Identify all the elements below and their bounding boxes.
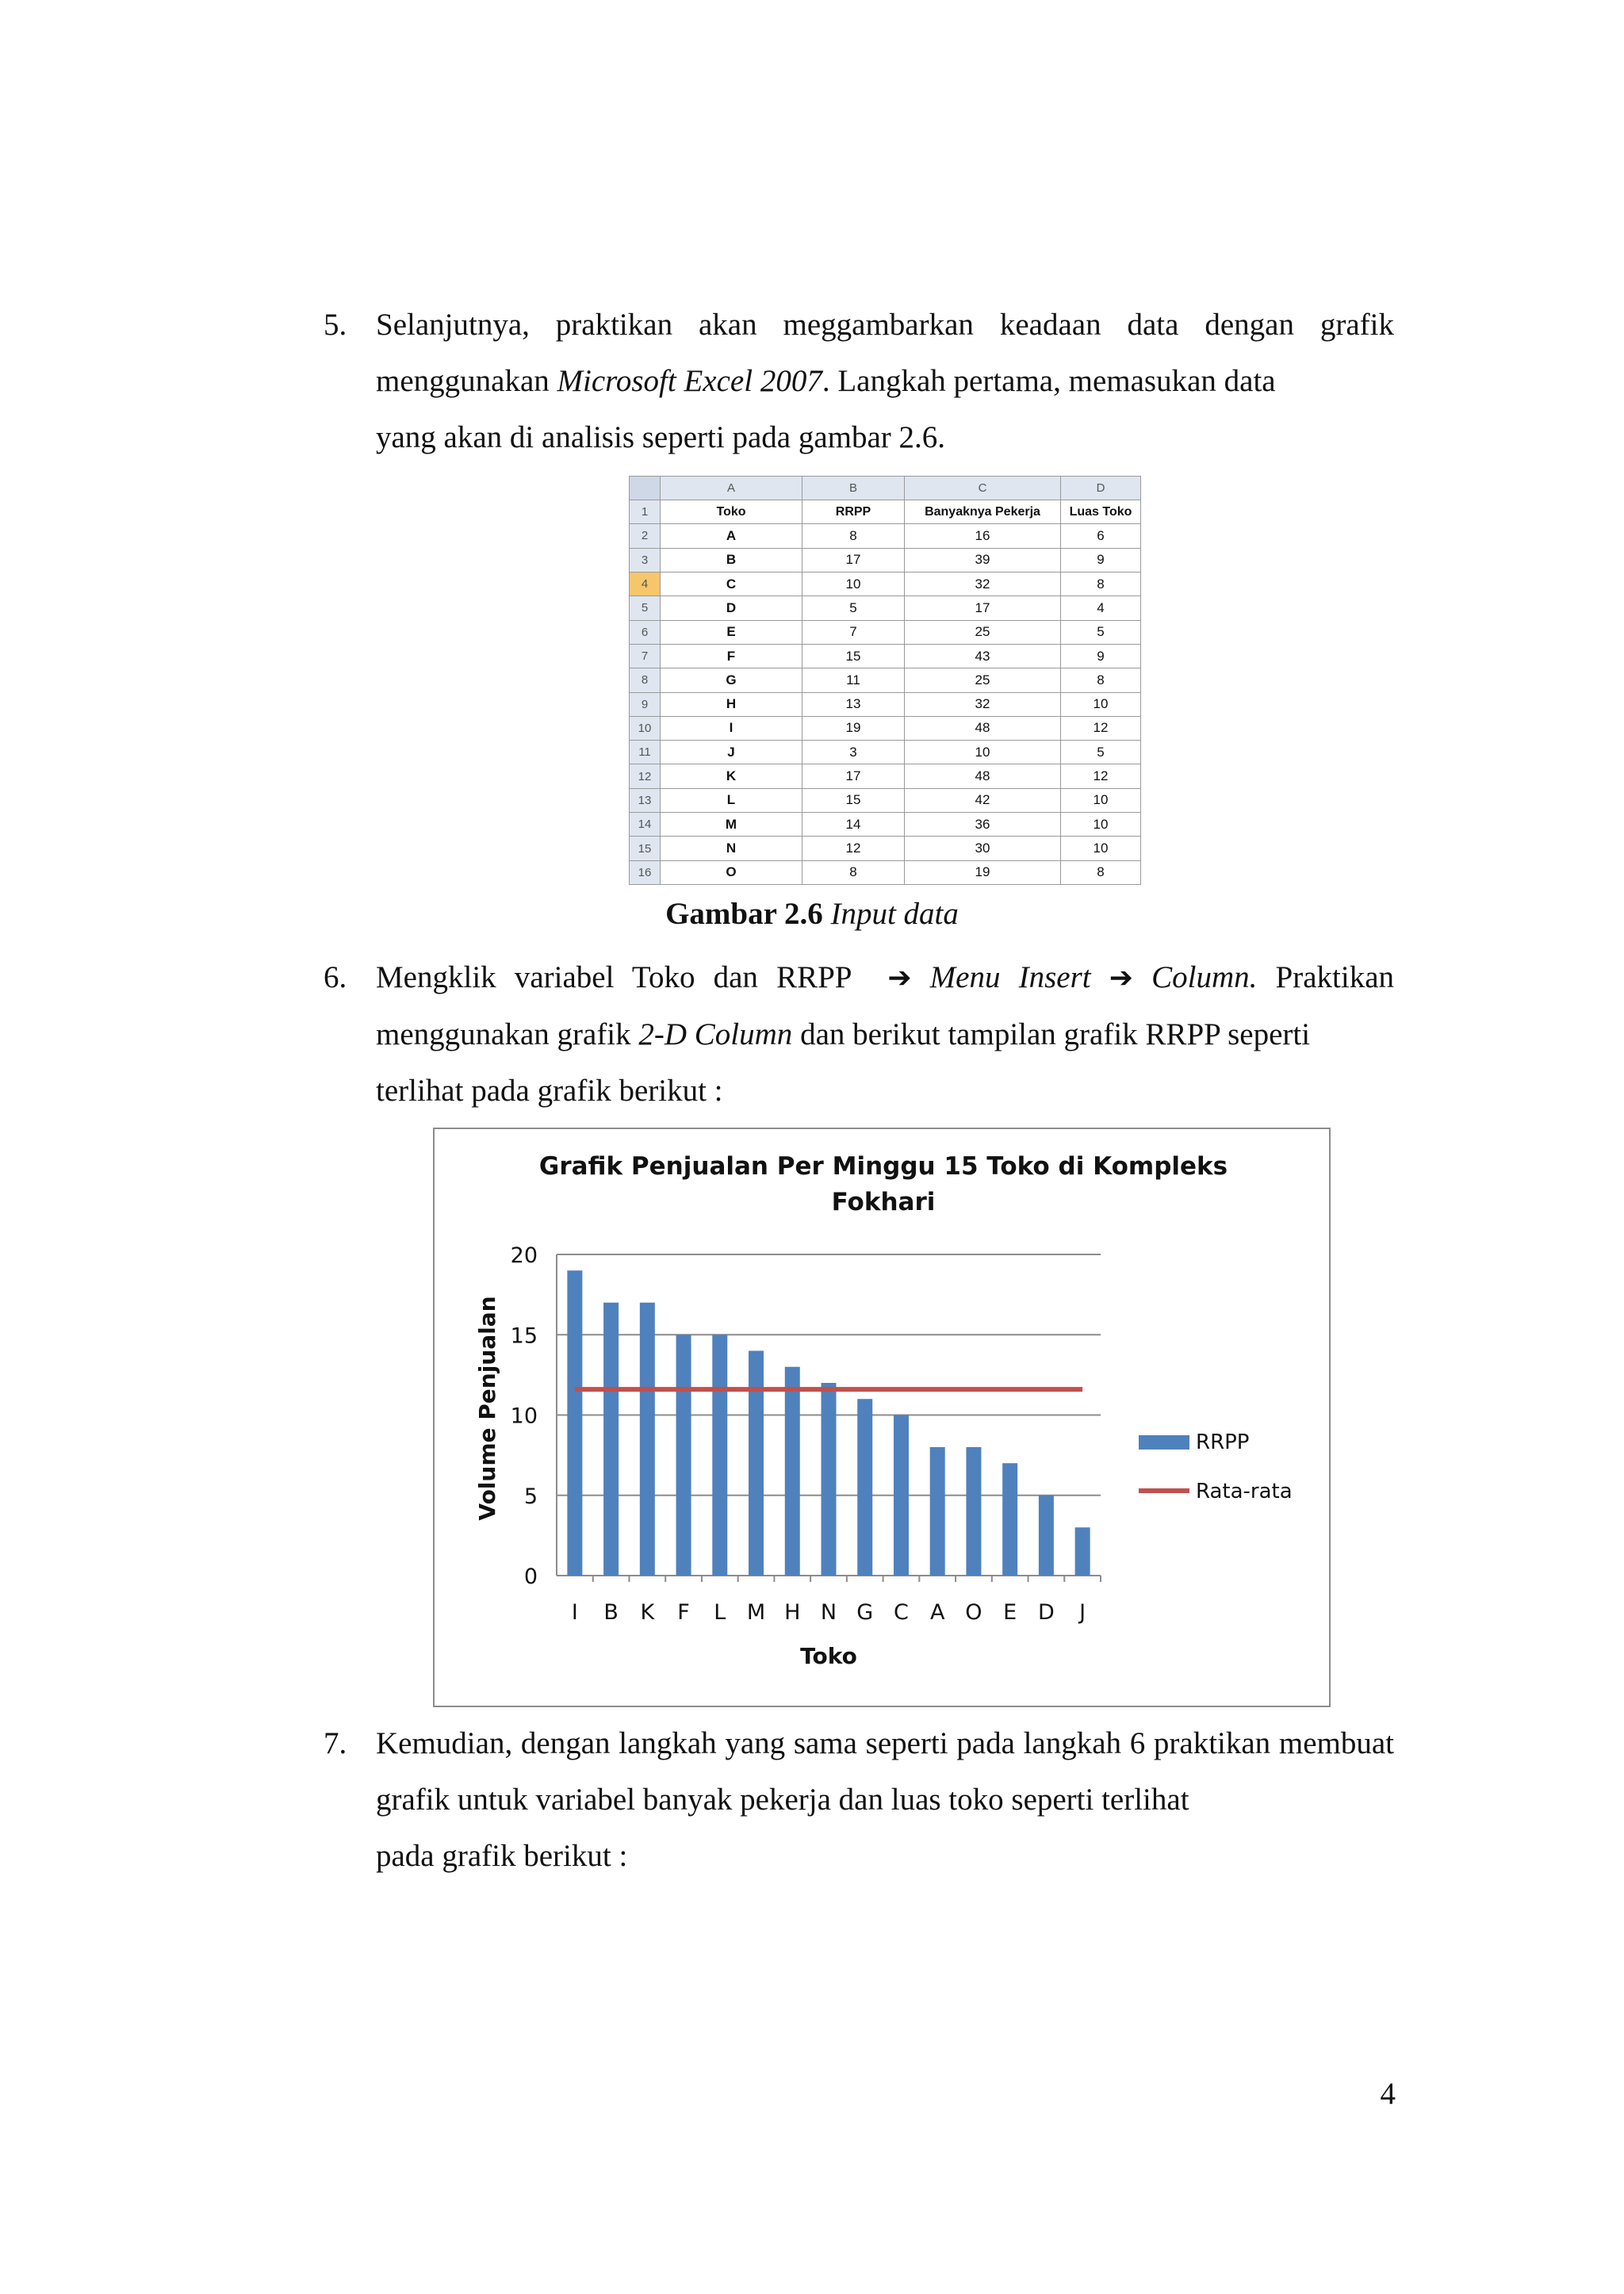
table-cell: 5 bbox=[1061, 620, 1141, 644]
spreadsheet-body bbox=[630, 500, 1141, 885]
table-row bbox=[630, 620, 1141, 644]
bar-H bbox=[785, 1367, 800, 1576]
table-cell: 8 bbox=[802, 860, 905, 884]
chart-legend bbox=[1139, 1430, 1293, 1503]
column-header: Luas Toko bbox=[1061, 500, 1141, 524]
x-tick-label: L bbox=[714, 1600, 726, 1625]
x-tick-label: B bbox=[603, 1600, 619, 1625]
bar-F bbox=[676, 1335, 691, 1576]
y-tick-label: 20 bbox=[510, 1243, 538, 1268]
step-6-text-last: terlihat pada grafik berikut : bbox=[376, 1074, 723, 1108]
table-cell: 25 bbox=[905, 668, 1061, 692]
row-number: 16 bbox=[630, 860, 661, 884]
sheet-corner bbox=[630, 477, 661, 500]
bar-J bbox=[1075, 1527, 1090, 1576]
bar-B bbox=[603, 1303, 619, 1576]
table-cell: 32 bbox=[905, 692, 1061, 716]
table-row bbox=[630, 500, 1141, 524]
row-number: 11 bbox=[630, 741, 661, 764]
table-cell: 30 bbox=[905, 837, 1061, 860]
x-tick-label: N bbox=[820, 1600, 837, 1625]
bar-D bbox=[1039, 1496, 1054, 1576]
table-row bbox=[630, 860, 1141, 884]
step-6-number: 6. bbox=[324, 960, 347, 994]
y-tick-label: 15 bbox=[510, 1323, 538, 1349]
table-cell: 19 bbox=[905, 860, 1061, 884]
table-cell: D bbox=[661, 596, 802, 620]
table-cell: 4 bbox=[1061, 596, 1141, 620]
table-cell: 10 bbox=[905, 741, 1061, 764]
row-number: 3 bbox=[630, 548, 661, 572]
table-cell: B bbox=[661, 548, 802, 572]
table-row bbox=[630, 524, 1141, 548]
x-tick-label: M bbox=[746, 1600, 766, 1625]
step-6 bbox=[324, 949, 1394, 1119]
table-cell: 17 bbox=[802, 764, 905, 788]
table-cell: 8 bbox=[802, 524, 905, 548]
table-cell: L bbox=[661, 788, 802, 812]
table-cell: 5 bbox=[1061, 741, 1141, 764]
row-number: 5 bbox=[630, 596, 661, 620]
table-cell: 17 bbox=[905, 596, 1061, 620]
legend-label-rrpp: RRPP bbox=[1196, 1430, 1250, 1454]
column-header: RRPP bbox=[802, 500, 905, 524]
table-row bbox=[630, 764, 1141, 788]
right-arrow-icon: ➔ bbox=[1109, 962, 1133, 994]
y-axis-label: Volume Penjualan bbox=[474, 1296, 500, 1521]
table-cell: 25 bbox=[905, 620, 1061, 644]
table-cell: F bbox=[661, 644, 802, 668]
table-cell: 9 bbox=[1061, 548, 1141, 572]
x-tick-label: E bbox=[1003, 1600, 1017, 1625]
table-row bbox=[630, 572, 1141, 596]
x-tick-label: G bbox=[856, 1600, 874, 1625]
bar-K bbox=[640, 1303, 655, 1576]
column-letter: B bbox=[802, 477, 905, 500]
column-header: Toko bbox=[661, 500, 802, 524]
row-number: 4 bbox=[630, 572, 661, 596]
column-letter: A bbox=[661, 477, 802, 500]
table-cell: G bbox=[661, 668, 802, 692]
chart-title-line-1: Grafik Penjualan Per Minggu 15 Toko di Kompleks bbox=[538, 1152, 1228, 1181]
column-letter: C bbox=[905, 477, 1061, 500]
table-cell: 8 bbox=[1061, 572, 1141, 596]
table-cell: 12 bbox=[1061, 764, 1141, 788]
table-cell: 43 bbox=[905, 644, 1061, 668]
table-cell: 12 bbox=[802, 837, 905, 860]
table-cell: 8 bbox=[1061, 668, 1141, 692]
table-row bbox=[630, 668, 1141, 692]
column-letter: D bbox=[1061, 477, 1141, 500]
table-cell: O bbox=[661, 860, 802, 884]
chart-title-line-2: Fokhari bbox=[831, 1188, 936, 1216]
step-7-text: Kemudian, dengan langkah yang sama seperti pada langkah 6 praktikan membuat grafik untuk variabel banyak pekerja dan luas toko seperti terlihat bbox=[376, 1726, 1394, 1817]
table-cell: 48 bbox=[905, 764, 1061, 788]
table-cell: N bbox=[661, 837, 802, 860]
table-cell: 12 bbox=[1061, 716, 1141, 740]
table-cell: I bbox=[661, 716, 802, 740]
table-cell: 42 bbox=[905, 788, 1061, 812]
x-tick-label: C bbox=[894, 1600, 909, 1625]
x-axis-label: Toko bbox=[800, 1643, 857, 1669]
row-number: 12 bbox=[630, 764, 661, 788]
table-cell: H bbox=[661, 692, 802, 716]
table-cell: 11 bbox=[802, 668, 905, 692]
table-row bbox=[630, 644, 1141, 668]
x-tick-label: K bbox=[640, 1600, 655, 1625]
y-tick-label: 0 bbox=[523, 1564, 538, 1589]
table-row bbox=[630, 692, 1141, 716]
legend-label-rata-rata: Rata-rata bbox=[1196, 1480, 1293, 1503]
bar-I bbox=[567, 1270, 582, 1576]
table-row bbox=[630, 837, 1141, 860]
row-number: 1 bbox=[630, 500, 661, 524]
row-number: 8 bbox=[630, 668, 661, 692]
figure-caption: Gambar 2.6 Input data bbox=[665, 897, 959, 931]
x-tick-label: J bbox=[1079, 1600, 1086, 1625]
table-cell: K bbox=[661, 764, 802, 788]
page-number: 4 bbox=[1380, 2077, 1396, 2111]
x-tick-label: D bbox=[1038, 1600, 1055, 1625]
table-cell: 39 bbox=[905, 548, 1061, 572]
row-number: 2 bbox=[630, 524, 661, 548]
right-arrow-icon: ➔ bbox=[887, 962, 912, 994]
row-number: 7 bbox=[630, 644, 661, 668]
bar-C bbox=[894, 1415, 909, 1576]
table-cell: 10 bbox=[802, 572, 905, 596]
table-cell: J bbox=[661, 741, 802, 764]
table-cell: 48 bbox=[905, 716, 1061, 740]
table-cell: 36 bbox=[905, 813, 1061, 837]
y-tick-label: 10 bbox=[510, 1404, 538, 1429]
table-cell: 9 bbox=[1061, 644, 1141, 668]
sales-chart bbox=[433, 1128, 1331, 1707]
row-number: 10 bbox=[630, 716, 661, 740]
table-cell: 7 bbox=[802, 620, 905, 644]
table-row bbox=[630, 548, 1141, 572]
chart-svg bbox=[435, 1129, 1329, 1706]
step-7-text-last: pada grafik berikut : bbox=[376, 1839, 628, 1873]
row-number: 9 bbox=[630, 692, 661, 716]
x-tick-label: A bbox=[929, 1600, 945, 1625]
row-number: 13 bbox=[630, 788, 661, 812]
step-6-text: Mengklik variabel Toko dan RRPP ➔ Menu Insert ➔ Column. Praktikan menggunakan grafik 2-D Column dan berikut tampilan grafik RRPP seperti bbox=[376, 960, 1394, 1051]
row-number: 14 bbox=[630, 813, 661, 837]
step-5-text-last: yang akan di analisis seperti pada gambar 2.6. bbox=[376, 420, 946, 454]
table-cell: 10 bbox=[1061, 837, 1141, 860]
table-row bbox=[630, 813, 1141, 837]
table-cell: 15 bbox=[802, 788, 905, 812]
bar-M bbox=[749, 1351, 764, 1576]
table-cell: 19 bbox=[802, 716, 905, 740]
bar-series bbox=[567, 1270, 1090, 1576]
table-cell: E bbox=[661, 620, 802, 644]
step-7 bbox=[324, 1715, 1394, 1884]
bar-E bbox=[1002, 1463, 1017, 1576]
spreadsheet-table bbox=[629, 476, 1141, 885]
table-cell: 5 bbox=[802, 596, 905, 620]
table-cell: 3 bbox=[802, 741, 905, 764]
table-cell: 10 bbox=[1061, 692, 1141, 716]
step-7-number: 7. bbox=[324, 1726, 347, 1760]
table-cell: 10 bbox=[1061, 788, 1141, 812]
step-5 bbox=[324, 297, 1394, 465]
legend-swatch-rrpp bbox=[1139, 1435, 1189, 1450]
step-5-number: 5. bbox=[324, 308, 347, 342]
step-5-text: Selanjutnya, praktikan akan meggambarkan keadaan data dengan grafik menggunakan Microsoft Excel 2007. Langkah pertama, memasukan data bbox=[376, 308, 1394, 398]
table-cell: 13 bbox=[802, 692, 905, 716]
table-cell: C bbox=[661, 572, 802, 596]
table-cell: 14 bbox=[802, 813, 905, 837]
table-cell: 17 bbox=[802, 548, 905, 572]
column-letter-row bbox=[630, 477, 1141, 500]
bar-L bbox=[712, 1335, 727, 1576]
axis-ticks bbox=[572, 1576, 1101, 1625]
row-number: 6 bbox=[630, 620, 661, 644]
y-tick-label: 5 bbox=[523, 1484, 538, 1509]
bar-G bbox=[857, 1399, 872, 1576]
table-row bbox=[630, 741, 1141, 764]
table-row bbox=[630, 716, 1141, 740]
x-tick-label: I bbox=[571, 1600, 578, 1625]
x-tick-label: O bbox=[965, 1600, 982, 1625]
table-cell: 10 bbox=[1061, 813, 1141, 837]
row-number: 15 bbox=[630, 837, 661, 860]
table-cell: 8 bbox=[1061, 860, 1141, 884]
bar-N bbox=[822, 1383, 837, 1576]
table-cell: 16 bbox=[905, 524, 1061, 548]
table-cell: A bbox=[661, 524, 802, 548]
table-cell: 6 bbox=[1061, 524, 1141, 548]
table-row bbox=[630, 596, 1141, 620]
x-tick-label: H bbox=[784, 1600, 801, 1625]
bar-O bbox=[966, 1447, 981, 1576]
bar-A bbox=[930, 1447, 945, 1576]
table-row bbox=[630, 788, 1141, 812]
spreadsheet-screenshot bbox=[629, 476, 1136, 885]
table-cell: 15 bbox=[802, 644, 905, 668]
table-cell: 32 bbox=[905, 572, 1061, 596]
table-cell: M bbox=[661, 813, 802, 837]
x-tick-label: F bbox=[677, 1600, 690, 1625]
column-header: Banyaknya Pekerja bbox=[905, 500, 1061, 524]
